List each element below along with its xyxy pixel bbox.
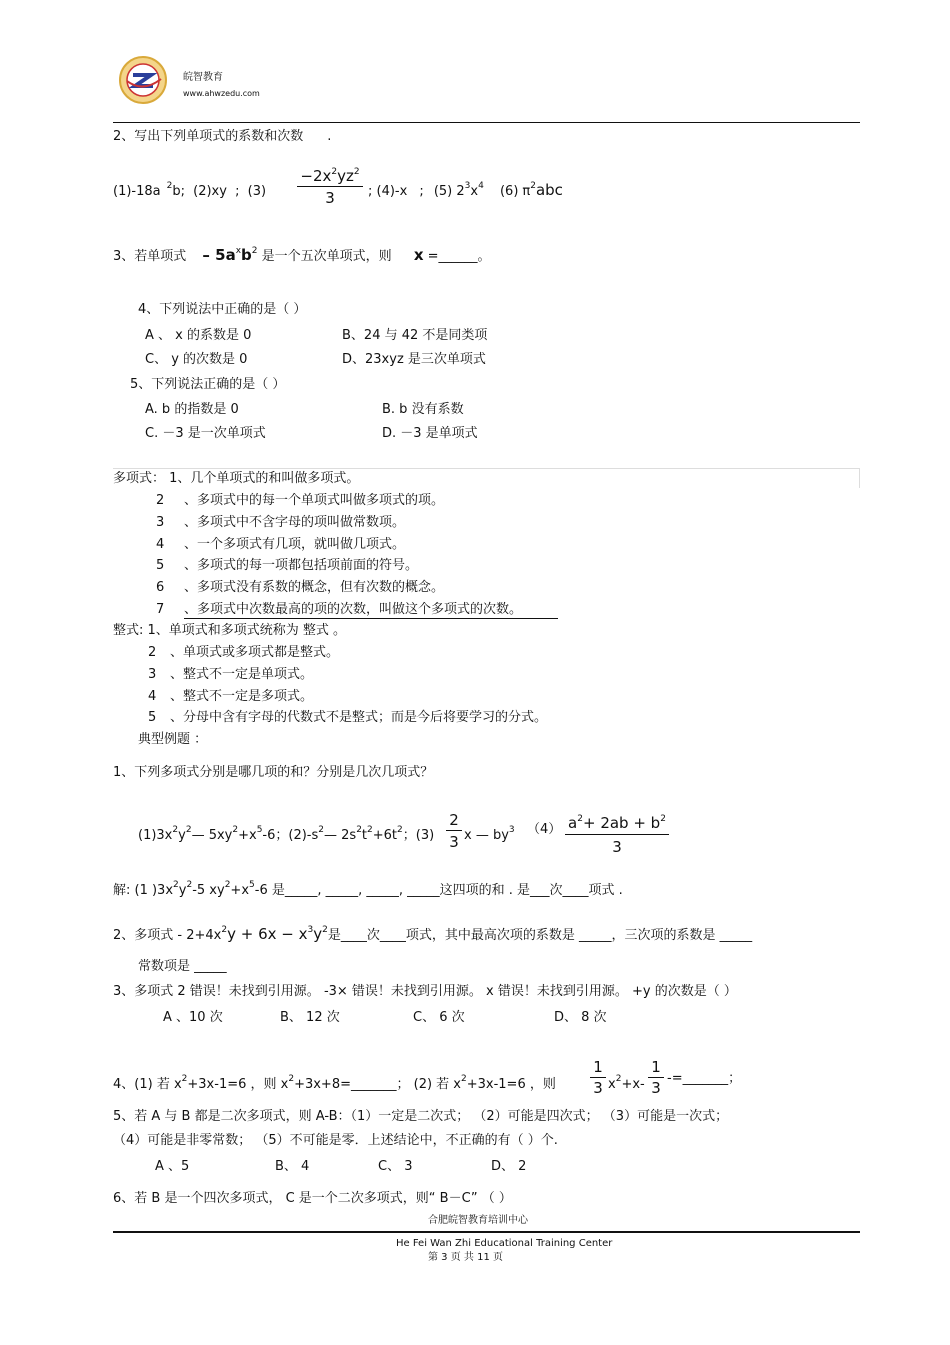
q4-option-b: B、24 与 42 不是同类项 (342, 328, 488, 343)
e1-expr-1-2: $(1)3x^2y^2—$ $5xy^2+x^5-6$；$(2)-s^2—$ $2s^2t^2+6t^2$；(3) (138, 825, 435, 843)
poly-item-number: 6 (156, 580, 165, 596)
e4-fraction-1: $\frac{1}{3}$ (590, 1058, 606, 1099)
poly-item (156, 558, 418, 574)
footer-page: 第 3 页 共 11 页 (428, 1252, 503, 1263)
zhengshi-item-text: 、整式不一定是单项式。 (170, 666, 314, 682)
e4-line-right: -=_______； (667, 1071, 742, 1086)
e1-label-4: （4） (527, 822, 562, 837)
q4-option-a: A 、 x 的系数是 0 (145, 328, 252, 343)
e4-fraction-2: $\frac{1}{3}$ (648, 1058, 664, 1099)
e1-title: 1、下列多项式分别是哪几项的和？分别是几次几项式？ (113, 765, 434, 780)
q4-title: 4、下列说法中正确的是（ ） (138, 302, 307, 317)
e5-option-d: D、 2 (491, 1159, 527, 1174)
q5-option-b: B. b 没有系数 (382, 402, 464, 417)
e2-line-2: 常数项是 _____ (138, 959, 227, 974)
example-title: 典型例题 ： (138, 732, 208, 747)
section-divider-edge (859, 468, 860, 488)
poly-item (156, 602, 558, 619)
e3-option-c: C、 6 次 (413, 1010, 465, 1025)
zhengshi-item-number: 4 (148, 688, 157, 704)
e1-solution: 解: (1 )$3x^2y^2-5$ $xy^2+x^5-6$ 是_____, _____, _____, _____这四项的和 . 是___次____项式 . (113, 880, 623, 898)
poly-item-text: 、多项式没有系数的概念，但有次数的概念。 (184, 580, 445, 596)
q4-option-d: D、23xyz 是三次单项式 (342, 352, 486, 367)
zhengshi-item-number: 2 (148, 645, 157, 660)
poly-item-text: 、多项式中不含字母的项叫做常数项。 (184, 514, 406, 530)
q5-option-a: A. b 的指数是 0 (145, 402, 239, 417)
poly-item (156, 580, 444, 596)
q2-fraction: $\frac{-2x^2yz^2}{3}$ (297, 162, 363, 209)
q5-option-d: D. －3 是单项式 (382, 426, 478, 441)
e5-line-2: （4）可能是非零常数； （5）不可能是零．上述结论中，不正确的有（ ）个. (113, 1133, 558, 1148)
e5-option-c: C、 3 (378, 1159, 413, 1174)
zhengshi-item-text: 、单项式或多项式都是整式。 (170, 645, 340, 660)
zhengshi-item-text: 、整式不一定是多项式。 (170, 688, 314, 704)
e3-option-d: D、 8 次 (554, 1010, 607, 1025)
e5-option-a: A 、5 (155, 1159, 190, 1174)
zhengshi-item-number: 5 (148, 710, 157, 726)
e3-option-b: B、 12 次 (280, 1010, 340, 1025)
poly-head: 多项式： 1、几个单项式的和叫做多项式。 (113, 471, 360, 486)
poly-item-number: 5 (156, 558, 165, 574)
q4-option-c: C、 y 的次数是 0 (145, 352, 248, 367)
header-rule (113, 122, 860, 123)
footer-rule (113, 1231, 860, 1233)
q2-items-right: ; (4)-x ; (5) $2^3x^4$ (6) $\pi^2abc$ (368, 181, 563, 199)
footer-en: He Fei Wan Zhi Educational Training Center (396, 1238, 613, 1249)
logo-emblem (113, 55, 173, 105)
q3: 3、若单项式 – $5a^xb^2$ 是一个五次单项式，则 x =______。 (113, 246, 491, 264)
zhengshi-head: 整式: 1、单项式和多项式统称为 整式 。 (113, 623, 347, 638)
e5-option-b: B、 4 (275, 1159, 310, 1174)
footer-cn: 合肥皖智教育培训中心 (428, 1215, 528, 1226)
logo-url: www.ahwzedu.com (183, 89, 260, 98)
poly-item-text: 、多项式中次数最高的项的次数，叫做这个多项式的次数。 (184, 602, 558, 619)
poly-item-number: 3 (156, 514, 165, 530)
e3-title: 3、多项式 2 错误！未找到引用源。 -3× 错误！未找到引用源。 x 错误！未找到引用源。 +y 的次数是（ ） (113, 984, 737, 999)
poly-item-number: 2 (156, 493, 165, 508)
poly-item (156, 515, 405, 531)
e6-title: 6、若 B 是一个四次多项式， C 是一个二次多项式，则“ B－C” （ ） (113, 1191, 512, 1206)
e3-option-a: A 、10 次 (163, 1010, 223, 1025)
logo (113, 55, 173, 105)
e5-line-1: 5、若 A 与 B 都是二次多项式，则 A-B：（1）一定是二次式； （2）可能是四次式； （3）可能是一次式； (113, 1109, 729, 1124)
zhengshi-item-text: 、分母中含有字母的代数式不是整式；而是今后将要学习的分式。 (170, 710, 548, 726)
zhengshi-item (148, 645, 339, 661)
poly-item-number: 4 (156, 536, 165, 552)
poly-item-text: 、多项式中的每一个单项式叫做多项式的项。 (184, 493, 445, 508)
e1-fraction-4: $\frac{a^2+ 2ab + b^2}{3}$ (565, 808, 669, 859)
e1-fraction-3: $\frac{2}{3}$ (446, 810, 462, 853)
e4-line-left: 4、(1) 若 $x^2+3x-1=6$ ，则 $x^2+3x+8=\_\_\_\_\_\_\_$； (2) 若 $x^2+3x-1=6$ ，则 (113, 1074, 556, 1092)
poly-item (156, 537, 405, 553)
e2-line-1: 2、多项式 - $2+4x^2y + 6x - x^3y^2$是____次____项式，其中最高次项的系数是 _____，三次项的系数是 _____ (113, 925, 753, 943)
logo-name: 皖智教育 (183, 72, 223, 83)
zhengshi-item-number: 3 (148, 666, 157, 682)
poly-item (156, 493, 444, 509)
poly-item-number: 7 (156, 602, 165, 617)
e1-expr-3: x — $by^3$ (464, 825, 515, 843)
e4-line-mid: $x^2+x-$ (608, 1074, 645, 1092)
zhengshi-item (148, 667, 313, 683)
zhengshi-item (148, 689, 313, 705)
section-divider (113, 468, 860, 469)
poly-item-text: 、多项式的每一项都包括项前面的符号。 (184, 558, 419, 574)
q2-title: 2、写出下列单项式的系数和次数 . (113, 129, 332, 144)
poly-item-text: 、一个多项式有几项，就叫做几项式。 (184, 536, 406, 552)
q2-items-left: (1)-18a $^2$b; (2)xy ; (3) (113, 181, 267, 199)
q5-title: 5、下列说法正确的是（ ） (130, 377, 286, 392)
zhengshi-item (148, 710, 547, 726)
q5-option-c: C. －3 是一次单项式 (145, 426, 266, 441)
